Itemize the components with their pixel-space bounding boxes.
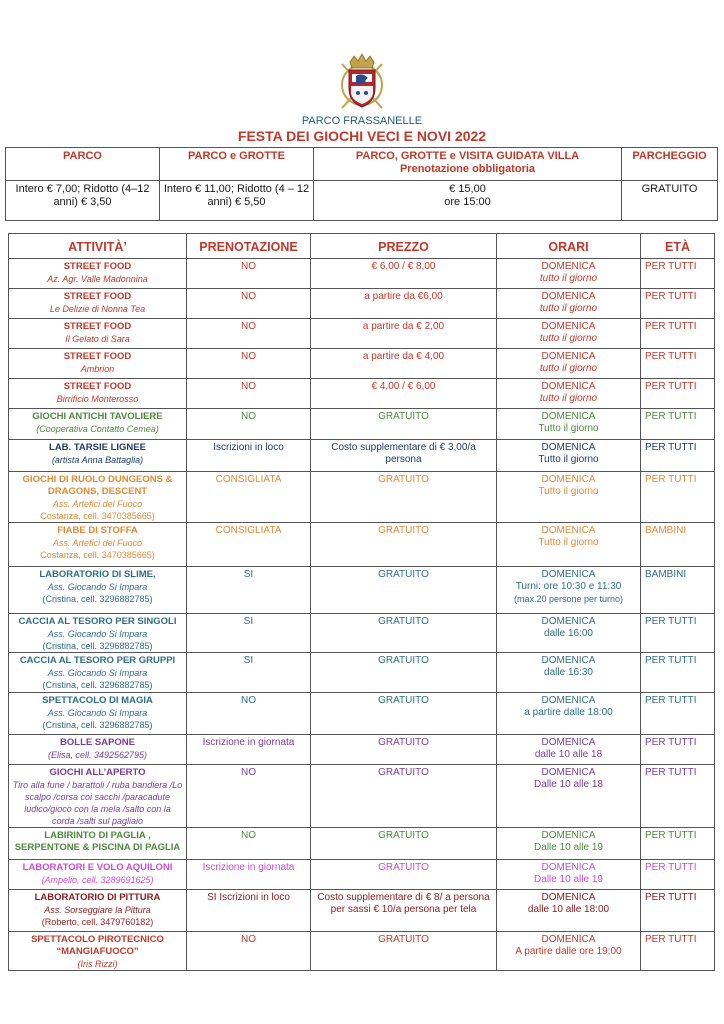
orari-day: DOMENICA — [541, 381, 596, 392]
orari-time: dalle 10 alle 18 — [534, 749, 603, 760]
eta-cell: PER TUTTI — [641, 828, 715, 860]
orari-cell — [497, 890, 641, 932]
orari-cell — [497, 860, 641, 890]
activity-cell — [9, 349, 187, 379]
table-row — [9, 653, 715, 693]
orari-day: DOMENICA — [541, 934, 596, 945]
activity-name: GIOCHI DI RUOLO DUNGEONS & DRAGONS, DESCENT — [22, 474, 173, 497]
prezzo-cell: Costo supplementare di € 8/ a persona per sassi € 10/a persona per tela — [311, 890, 497, 932]
orari-cell — [497, 472, 641, 523]
prezzo-cell: GRATUITO — [311, 409, 497, 440]
prenotazione-cell: Iscrizione in giornata — [187, 860, 311, 890]
activity-cell — [9, 653, 187, 693]
prenotazione-cell: CONSIGLIATA — [187, 523, 311, 567]
header-attivita: ATTIVITÀ’ — [9, 234, 187, 259]
activity-name: STREET FOOD — [63, 291, 132, 302]
activity-organizer: Ass. Sorseggiare la Pittura — [44, 905, 151, 915]
prezzo-cell: a partire da €6,00 — [311, 289, 497, 319]
orari-cell — [497, 735, 641, 765]
table-row — [9, 472, 715, 523]
price-value-parcheggio: GRATUITO — [622, 181, 718, 221]
activity-contact: (Roberto, cell. 3479760182) — [41, 917, 154, 927]
activity-name: CACCIA AL TESORO PER SINGOLI — [18, 616, 177, 627]
activity-cell — [9, 319, 187, 349]
prenotazione-cell: NO — [187, 693, 311, 735]
prenotazione-cell: Iscrizione in giornata — [187, 735, 311, 765]
orari-day: DOMENICA — [541, 525, 596, 536]
prenotazione-cell: NO — [187, 319, 311, 349]
eta-cell: PER TUTTI — [641, 289, 715, 319]
price-value-parco-grotte: Intero € 11,00; Ridotto (4 – 12 anni) € 5,50 — [160, 181, 314, 221]
orari-cell — [497, 828, 641, 860]
activity-organizer: Ass. Artefici del Fuoco — [52, 538, 143, 548]
orari-cell — [497, 765, 641, 828]
activity-name: LABORATORIO DI SLIME, — [39, 569, 156, 580]
prenotazione-cell: NO — [187, 379, 311, 409]
prezzo-cell: GRATUITO — [311, 472, 497, 523]
activities-table — [8, 233, 715, 971]
eta-cell: BAMBINI — [641, 567, 715, 614]
activity-name: GIOCHI ALL’APERTO — [49, 767, 146, 778]
table-row — [9, 289, 715, 319]
orari-time: Turni: ore 10:30 e 11:30 — [515, 581, 622, 592]
activities-header-row — [9, 234, 715, 259]
coat-of-arms-logo — [336, 52, 388, 114]
activity-organizer: Ass. Giocando Si Impara — [47, 708, 148, 718]
activity-contact: (Cristina, cell. 3296882785) — [42, 720, 153, 730]
eta-cell: PER TUTTI — [641, 259, 715, 289]
header-prezzo: PREZZO — [311, 234, 497, 259]
table-row — [9, 319, 715, 349]
prenotazione-cell: SI — [187, 614, 311, 653]
activity-name: CACCIA AL TESORO PER GRUPPI — [19, 655, 176, 666]
prezzo-cell: GRATUITO — [311, 614, 497, 653]
prezzo-cell: GRATUITO — [311, 765, 497, 828]
table-row — [9, 349, 715, 379]
activity-organizer: Ass. Artefici del Fuoco — [52, 499, 143, 509]
orari-cell — [497, 319, 641, 349]
orari-note: (max.20 persone per turno) — [513, 594, 624, 604]
activity-name: BOLLE SAPONE — [60, 737, 135, 748]
orari-day: DOMENICA — [541, 411, 596, 422]
price-header-parco-grotte: PARCO e GROTTE — [160, 148, 314, 181]
orari-day: DOMENICA — [541, 351, 596, 362]
orari-cell — [497, 567, 641, 614]
prenotazione-cell: NO — [187, 932, 311, 971]
prezzo-cell: Costo supplementare di € 3,00/a persona — [311, 440, 497, 472]
price-value-parco: Intero € 7,00; Ridotto (4–12 anni) € 3,50 — [6, 181, 160, 221]
org-name: PARCO FRASSANELLE — [301, 115, 423, 127]
table-row — [9, 409, 715, 440]
orari-time: dalle 10 alle 18:00 — [527, 904, 610, 915]
eta-cell: PER TUTTI — [641, 653, 715, 693]
price-header-prenotazione: Prenotazione obbligatoria — [399, 163, 536, 175]
table-row — [9, 567, 715, 614]
orari-cell — [497, 349, 641, 379]
price-value-visita-villa — [314, 181, 622, 221]
activity-cell — [9, 735, 187, 765]
activity-organizer: Ass. Giocando Si Impara — [47, 668, 148, 678]
orari-cell — [497, 614, 641, 653]
activity-cell — [9, 472, 187, 523]
activity-contact: (Cristina, cell. 3296882785) — [42, 594, 153, 604]
eta-cell: PER TUTTI — [641, 890, 715, 932]
prenotazione-cell: NO — [187, 349, 311, 379]
price-value-visita-villa-amount: € 15,00 — [449, 183, 486, 195]
activity-organizer: Ambrion — [80, 364, 115, 374]
orari-time: a partire dalle 18:00 — [524, 707, 613, 718]
eta-cell: PER TUTTI — [641, 319, 715, 349]
price-header-parco: PARCO — [6, 148, 160, 181]
activity-organizer: (artista Anna Battaglia) — [51, 455, 144, 465]
table-row — [9, 735, 715, 765]
orari-day: DOMENICA — [541, 616, 596, 627]
orari-day: DOMENICA — [541, 321, 596, 332]
prezzo-cell: GRATUITO — [311, 860, 497, 890]
activity-name: SPETTACOLO PIROTECNICO “MANGIAFUOCO” — [31, 934, 164, 957]
activity-cell — [9, 890, 187, 932]
activity-cell — [9, 440, 187, 472]
orari-time: Dalle 10 alle 19 — [534, 874, 603, 885]
orari-day: DOMENICA — [541, 767, 596, 778]
activity-organizer: Le Delizie di Nonna Tea — [49, 304, 146, 314]
page-title: FESTA DEI GIOCHI VECI E NOVI 2022 — [237, 128, 487, 144]
orari-time: Tutto il giorno — [538, 454, 599, 465]
ticket-prices-table — [5, 147, 718, 221]
eta-cell: BAMBINI — [641, 523, 715, 567]
table-row — [9, 440, 715, 472]
activity-organizer: Tiro alla fune / barattoli / ruba bandiera /Lo scalpo /corsa coi sacchi /paracadute ludico/gioco con la mela /salto con la corda /salti sul pagliaio — [12, 780, 183, 826]
activity-cell — [9, 860, 187, 890]
orari-time: tutto il giorno — [539, 333, 598, 344]
orari-time: Tutto il giorno — [538, 537, 599, 548]
prenotazione-cell: SI — [187, 653, 311, 693]
table-row — [9, 379, 715, 409]
prenotazione-cell: SI — [187, 567, 311, 614]
activity-name: LABORATORIO DI PITTURA — [34, 892, 161, 903]
activity-contact: (Cristina, cell. 3296882785) — [42, 641, 153, 651]
orari-cell — [497, 259, 641, 289]
orari-time: tutto il giorno — [539, 393, 598, 404]
activity-name: LABORATORI E VOLO AQUILONI — [22, 862, 173, 873]
activity-cell — [9, 379, 187, 409]
prezzo-cell: € 6,00 / € 8,00 — [311, 259, 497, 289]
orari-day: DOMENICA — [541, 442, 596, 453]
orari-time: tutto il giorno — [539, 363, 598, 374]
header-prenotazione: PRENOTAZIONE — [187, 234, 311, 259]
orari-cell — [497, 409, 641, 440]
orari-cell — [497, 932, 641, 971]
table-row — [9, 765, 715, 828]
orari-cell — [497, 523, 641, 567]
price-header-visita-villa — [314, 148, 622, 181]
activity-name: SPETTACOLO DI MAGIA — [42, 695, 153, 706]
prezzo-cell: GRATUITO — [311, 932, 497, 971]
orari-day: DOMENICA — [541, 892, 596, 903]
activity-name: STREET FOOD — [63, 351, 132, 362]
prenotazione-cell: Iscrizioni in loco — [187, 440, 311, 472]
prenotazione-cell: CONSIGLIATA — [187, 472, 311, 523]
orari-day: DOMENICA — [541, 862, 596, 873]
activity-name: STREET FOOD — [63, 381, 132, 392]
activity-organizer: Birrificio Monterosso — [56, 394, 139, 404]
activity-cell — [9, 409, 187, 440]
table-row — [9, 259, 715, 289]
eta-cell: PER TUTTI — [641, 379, 715, 409]
eta-cell: PER TUTTI — [641, 860, 715, 890]
orari-day: DOMENICA — [541, 261, 596, 272]
table-row — [9, 828, 715, 860]
activity-cell — [9, 693, 187, 735]
price-header-visita-villa-label: PARCO, GROTTE e VISITA GUIDATA VILLA — [355, 150, 580, 162]
activity-name: STREET FOOD — [63, 261, 132, 272]
prezzo-cell: € 4,00 / € 6,00 — [311, 379, 497, 409]
table-row — [9, 614, 715, 653]
orari-day: DOMENICA — [541, 474, 596, 485]
orari-time: A partire dalle ore 19:00 — [515, 946, 622, 957]
activity-organizer: Ass. Giocando Si Impara — [47, 629, 148, 639]
table-row — [9, 932, 715, 971]
orari-day: DOMENICA — [541, 655, 596, 666]
activity-organizer: Ass. Giocando Si Impara — [47, 582, 148, 592]
activity-name: STREET FOOD — [63, 321, 132, 332]
prices-header-row — [6, 148, 718, 181]
prezzo-cell: GRATUITO — [311, 523, 497, 567]
orari-day: DOMENICA — [541, 737, 596, 748]
activity-name: FIABE DI STOFFA — [57, 525, 138, 536]
activities-body — [9, 259, 715, 971]
activity-cell — [9, 259, 187, 289]
table-row — [9, 860, 715, 890]
prezzo-cell: a partire da € 4,00 — [311, 349, 497, 379]
prenotazione-cell: SI Iscrizioni in loco — [187, 890, 311, 932]
prezzo-cell: GRATUITO — [311, 828, 497, 860]
orari-day: DOMENICA — [541, 830, 596, 841]
price-header-parcheggio: PARCHEGGIO — [622, 148, 718, 181]
activity-organizer: Az. Agr. Valle Madonnina — [47, 274, 148, 284]
activity-organizer: (Cooperativa Contatto Cemea) — [36, 424, 159, 434]
orari-day: DOMENICA — [541, 695, 596, 706]
activity-cell — [9, 614, 187, 653]
prezzo-cell: GRATUITO — [311, 735, 497, 765]
activity-name: LAB. TARSIE LIGNEE — [49, 442, 146, 453]
activity-organizer: (Iris Rizzi) — [77, 959, 118, 969]
activity-cell — [9, 765, 187, 828]
activity-cell — [9, 523, 187, 567]
prenotazione-cell: NO — [187, 409, 311, 440]
activity-organizer: Il Gelato di Sara — [65, 334, 130, 344]
eta-cell: PER TUTTI — [641, 472, 715, 523]
orari-time: Dalle 10 alle 18 — [534, 779, 603, 790]
activity-name: LABIRINTO DI PAGLIA , SERPENTONE & PISCINA DI PAGLIA — [14, 830, 181, 853]
activity-organizer: (Elisa, cell. 3492562795) — [47, 750, 148, 760]
eta-cell: PER TUTTI — [641, 614, 715, 653]
eta-cell: PER TUTTI — [641, 693, 715, 735]
eta-cell: PER TUTTI — [641, 735, 715, 765]
orari-cell — [497, 693, 641, 735]
activity-contact: (Cristina, cell. 3296882785) — [42, 680, 153, 690]
prezzo-cell: a partire da € 2,00 — [311, 319, 497, 349]
orari-time: Dalle 10 alle 19 — [534, 842, 603, 853]
activity-cell — [9, 567, 187, 614]
orari-time: tutto il giorno — [539, 273, 598, 284]
orari-time: dalle 16:00 — [544, 628, 593, 639]
prenotazione-cell: NO — [187, 828, 311, 860]
prenotazione-cell: NO — [187, 289, 311, 319]
orari-day: DOMENICA — [541, 569, 596, 580]
prezzo-cell: GRATUITO — [311, 567, 497, 614]
activity-name: GIOCHI ANTICHI TAVOLIERE — [32, 411, 163, 422]
orari-time: tutto il giorno — [539, 303, 598, 314]
activity-cell — [9, 289, 187, 319]
prices-value-row — [6, 181, 718, 221]
orari-cell — [497, 440, 641, 472]
activity-contact: Costanza, cell. 3470385665) — [40, 511, 155, 521]
eta-cell: PER TUTTI — [641, 440, 715, 472]
orari-time: Tutto il giorno — [538, 486, 599, 497]
orari-time: dalle 16:30 — [544, 667, 593, 678]
activity-contact: Costanza, cell. 3470385665) — [40, 550, 155, 560]
eta-cell: PER TUTTI — [641, 409, 715, 440]
table-row — [9, 523, 715, 567]
prenotazione-cell: NO — [187, 259, 311, 289]
activity-cell — [9, 828, 187, 860]
activity-cell — [9, 932, 187, 971]
prezzo-cell: GRATUITO — [311, 653, 497, 693]
header-eta: ETÀ — [641, 234, 715, 259]
orari-day: DOMENICA — [541, 291, 596, 302]
eta-cell: PER TUTTI — [641, 349, 715, 379]
table-row — [9, 693, 715, 735]
header-orari: ORARI — [497, 234, 641, 259]
prezzo-cell: GRATUITO — [311, 693, 497, 735]
orari-cell — [497, 379, 641, 409]
eta-cell: PER TUTTI — [641, 932, 715, 971]
orari-cell — [497, 653, 641, 693]
eta-cell: PER TUTTI — [641, 765, 715, 828]
activity-organizer: (Ampelio, cell. 3289691625) — [41, 875, 154, 885]
prenotazione-cell: NO — [187, 765, 311, 828]
orari-cell — [497, 289, 641, 319]
orari-time: Tutto il giorno — [538, 423, 599, 434]
table-row — [9, 890, 715, 932]
price-value-visita-villa-time: ore 15:00 — [444, 196, 491, 208]
